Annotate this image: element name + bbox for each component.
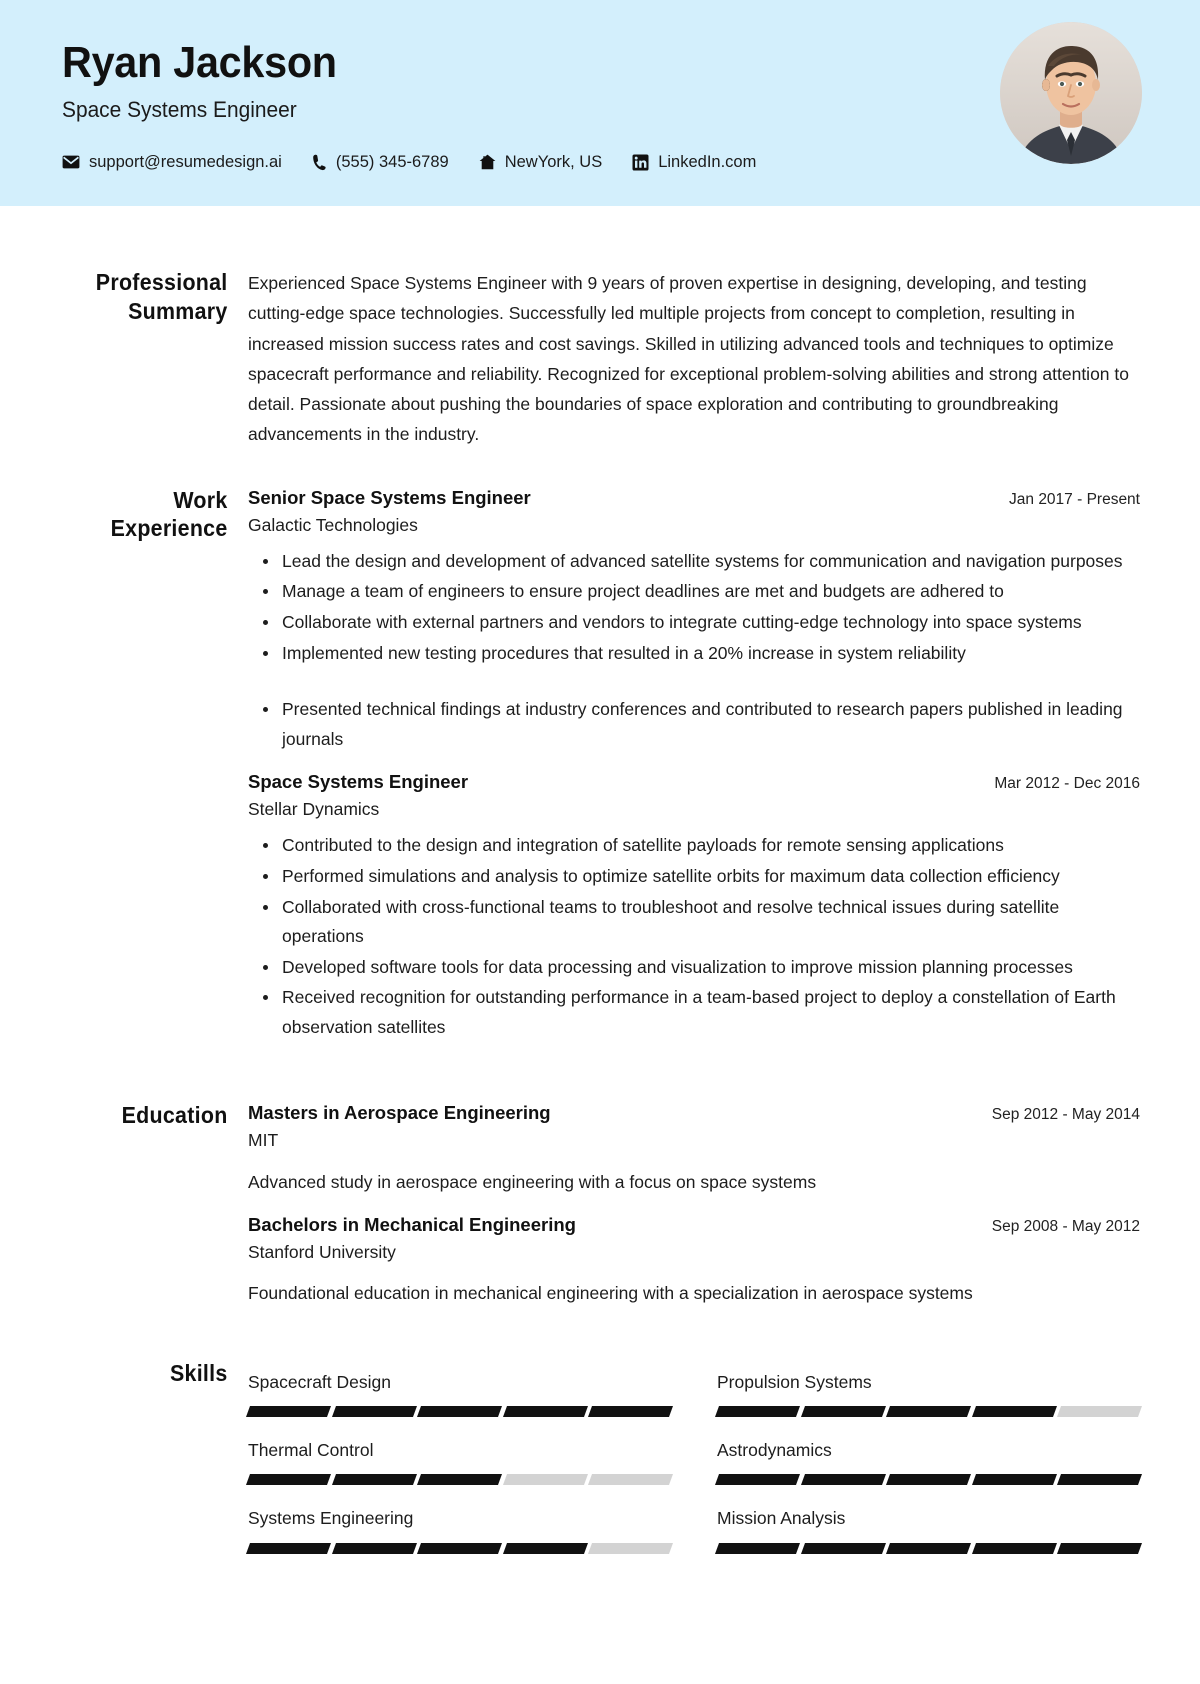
skill-level-segment (801, 1474, 886, 1485)
contact-location-text: NewYork, US (504, 152, 603, 171)
work-bullet: Collaborate with external partners and vendors to integrate cutting-edge technology into space systems (282, 608, 1140, 638)
skill-level-bar (717, 1543, 1140, 1554)
skill-level-segment (1057, 1474, 1142, 1485)
work-job-title: Senior Space Systems Engineer (248, 486, 531, 508)
work-bullet: Lead the design and development of advanced satellite systems for communication and navigation purposes (282, 547, 1140, 577)
work-bullet-list (248, 831, 1140, 1042)
skill-name: Thermal Control (248, 1440, 374, 1461)
skill-item (248, 1495, 671, 1563)
skill-level-segment (503, 1406, 588, 1417)
work-company: Stellar Dynamics (248, 799, 380, 820)
skill-item (717, 1495, 1140, 1563)
education-school: MIT (248, 1130, 279, 1151)
skill-name: Mission Analysis (717, 1508, 846, 1529)
skill-level-segment (246, 1406, 331, 1417)
skill-level-segment (886, 1474, 971, 1485)
contact-row (62, 153, 1140, 172)
skill-item (248, 1427, 671, 1495)
section-skills (62, 1359, 1140, 1564)
phone-icon (312, 154, 327, 171)
education-entry-header (248, 1101, 1140, 1126)
skill-name: Astrodynamics (717, 1440, 832, 1461)
work-entry-header (248, 770, 1140, 795)
section-professional-summary (62, 268, 1140, 450)
resume-header (0, 0, 1200, 206)
resume-body (0, 268, 1200, 1564)
skill-level-segment (417, 1474, 502, 1485)
skill-level-segment (588, 1474, 673, 1485)
work-company: Galactic Technologies (248, 514, 418, 535)
avatar (1000, 22, 1142, 164)
skill-item (248, 1359, 671, 1427)
work-bullet: Received recognition for outstanding performance in a team-based project to deploy a constellation of Earth observation satellites (282, 983, 1140, 1042)
skill-level-segment (246, 1543, 331, 1554)
work-bullet: Developed software tools for data processing and visualization to improve mission planning processes (282, 953, 1140, 983)
work-bullet: Manage a team of engineers to ensure project deadlines are met and budgets are adhered to (282, 577, 1140, 607)
skill-name: Spacecraft Design (248, 1371, 391, 1392)
skill-level-bar (248, 1474, 671, 1485)
skill-level-segment (417, 1543, 502, 1554)
skill-name: Systems Engineering (248, 1508, 414, 1529)
linkedin-icon (632, 154, 649, 171)
section-label-work: Work Experience (110, 486, 228, 542)
education-school: Stanford University (248, 1242, 396, 1263)
skill-level-segment (886, 1543, 971, 1554)
skill-level-segment (332, 1406, 417, 1417)
education-degree: Bachelors in Mechanical Engineering (248, 1214, 576, 1236)
skill-item (717, 1359, 1140, 1427)
contact-email[interactable] (62, 153, 282, 172)
work-bullet: Collaborated with cross-functional teams to troubleshoot and resolve technical issues during satellite operations (282, 893, 1140, 952)
home-icon (479, 154, 496, 170)
skill-level-segment (715, 1474, 800, 1485)
skill-level-segment (801, 1406, 886, 1417)
skill-level-segment (588, 1406, 673, 1417)
contact-location[interactable] (479, 153, 603, 172)
skill-level-segment (417, 1406, 502, 1417)
education-entry-header (248, 1213, 1140, 1238)
skill-level-segment (972, 1474, 1057, 1485)
work-entry (248, 770, 1140, 1042)
skill-level-segment (332, 1474, 417, 1485)
envelope-icon (62, 155, 80, 169)
skill-level-segment (503, 1474, 588, 1485)
section-label-summary: Professional Summary (95, 269, 228, 324)
skill-item (717, 1427, 1140, 1495)
contact-phone-text: (555) 345-6789 (335, 152, 449, 171)
summary-text: Experienced Space Systems Engineer with 9 years of proven expertise in designing, developing, and testing cutting-edge space technologies. Successfully led multiple projects from concept to completion, resulting in increased mission success rates and cost savings. Skilled in utilizing advanced tools and techniques to optimize spacecraft performance and reliability. Recognized for exceptional problem-solving abilities and strong attention to detail. Passionate about pushing the boundaries of space exploration and contributing to groundbreaking advancements in the industry. (248, 273, 1129, 445)
skill-level-segment (246, 1474, 331, 1485)
contact-phone[interactable] (312, 153, 449, 172)
skill-level-segment (1057, 1406, 1142, 1417)
section-work-experience (62, 486, 1140, 1049)
work-job-title: Space Systems Engineer (248, 771, 469, 793)
skill-name: Propulsion Systems (717, 1371, 872, 1392)
skill-level-bar (717, 1474, 1140, 1485)
skill-level-segment (332, 1543, 417, 1554)
page-title: Ryan Jackson (62, 38, 337, 87)
skills-grid (248, 1359, 1140, 1564)
work-job-date: Mar 2012 - Dec 2016 (994, 775, 1140, 793)
skill-level-bar (717, 1406, 1140, 1417)
section-label-skills: Skills (169, 1359, 228, 1386)
education-description: Foundational education in mechanical engineering with a specialization in aerospace systems (248, 1283, 973, 1304)
work-bullet: Contributed to the design and integration of satellite payloads for remote sensing applications (282, 831, 1140, 861)
skill-level-segment (886, 1406, 971, 1417)
education-degree: Masters in Aerospace Engineering (248, 1102, 551, 1124)
contact-linkedin[interactable] (632, 153, 756, 172)
section-education (62, 1101, 1140, 1309)
skill-level-segment (972, 1406, 1057, 1417)
work-job-date: Jan 2017 - Present (1009, 490, 1140, 508)
education-date: Sep 2012 - May 2014 (991, 1106, 1140, 1124)
skill-level-bar (248, 1543, 671, 1554)
skill-level-segment (715, 1543, 800, 1554)
skill-level-segment (588, 1543, 673, 1554)
section-label-education: Education (121, 1102, 228, 1129)
education-entry (248, 1213, 1140, 1309)
work-bullet: Implemented new testing procedures that resulted in a 20% increase in system reliability (282, 639, 1140, 669)
education-description: Advanced study in aerospace engineering with a focus on space systems (248, 1171, 817, 1192)
education-entry (248, 1101, 1140, 1197)
work-bullet-list (248, 547, 1140, 754)
skill-level-segment (972, 1543, 1057, 1554)
avatar-image (1000, 22, 1142, 164)
skill-level-segment (801, 1543, 886, 1554)
education-date: Sep 2008 - May 2012 (991, 1218, 1140, 1236)
contact-email-text: support@resumedesign.ai (89, 152, 282, 171)
work-bullet: Performed simulations and analysis to optimize satellite orbits for maximum data collection efficiency (282, 862, 1140, 892)
skill-level-bar (248, 1406, 671, 1417)
contact-linkedin-text: LinkedIn.com (658, 152, 757, 171)
skill-level-segment (503, 1543, 588, 1554)
header-job-title: Space Systems Engineer (62, 96, 297, 122)
skill-level-segment (715, 1406, 800, 1417)
work-entry (248, 486, 1140, 755)
skill-level-segment (1057, 1543, 1142, 1554)
work-entry-header (248, 486, 1140, 511)
work-bullet: Presented technical findings at industry conferences and contributed to research papers published in leading journals (282, 695, 1140, 754)
